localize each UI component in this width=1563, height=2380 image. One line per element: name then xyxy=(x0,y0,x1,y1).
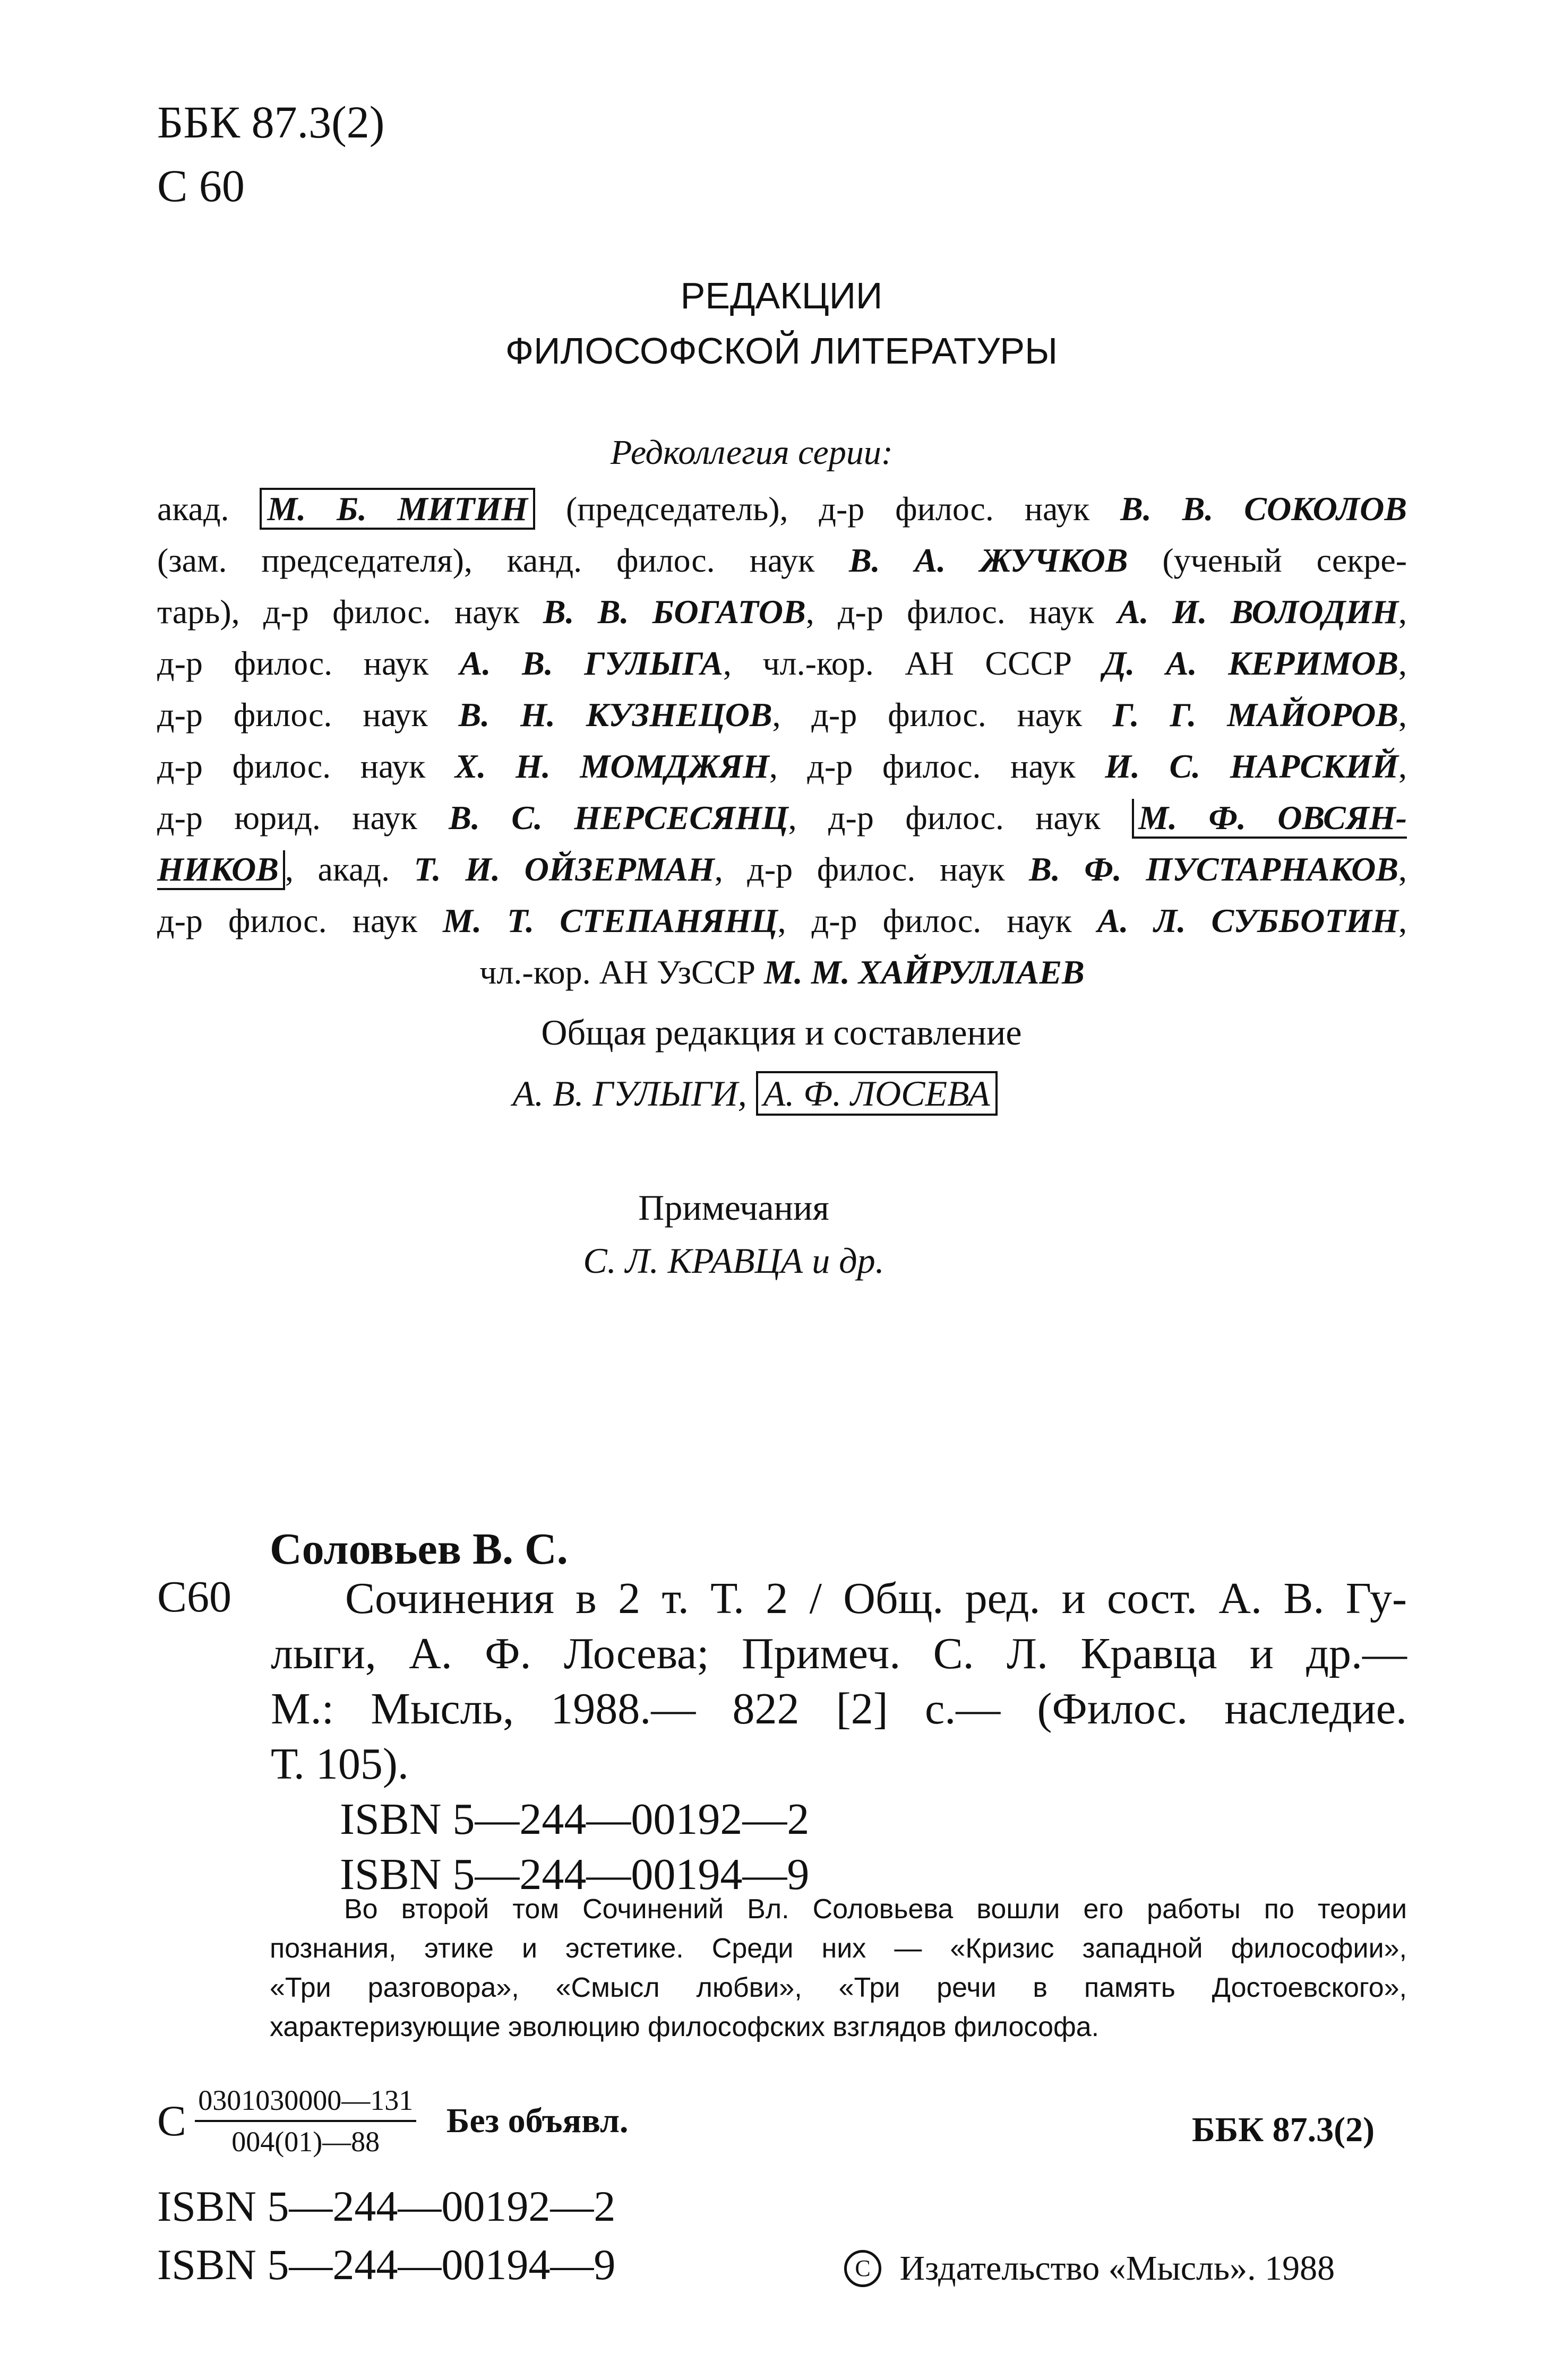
board-line: д-р филос. наук В. Н. КУЗНЕЦОВ, д-р филос. наук Г. Г. МАЙОРОВ, xyxy=(157,696,1407,734)
abstract-line: познания, этике и эстетике. Среди них — «Кризис западной философии», xyxy=(270,1933,1407,1964)
board-line: д-р филос. наук М. Т. СТЕПАНЯНЦ, д-р филос. наук А. Л. СУББОТИН, xyxy=(157,902,1407,939)
notes-names: С. Л. КРАВЦА и др. xyxy=(583,1240,884,1281)
isbn-bottom: ISBN 5—244—00194—9 xyxy=(157,2240,616,2289)
deceased-name-box: М. Ф. ОВСЯН- xyxy=(1132,799,1407,839)
board-line: чл.-кор. АН УзССР М. М. ХАЙРУЛЛАЕВ xyxy=(479,953,1085,991)
general-editing-names: А. В. ГУЛЫГИ, А. Ф. ЛОСЕВА xyxy=(0,1067,1536,1120)
abstract-line: характеризующие эволюцию философских взглядов философа. xyxy=(270,2012,1100,2042)
notes-label: Примечания xyxy=(638,1187,829,1228)
index-fraction: $\frac{0301030000—131}{004(01)—88}$ xyxy=(195,2081,416,2161)
section-heading xyxy=(0,268,1563,378)
catalog-isbn: ISBN 5—244—00194—9 xyxy=(340,1850,810,1899)
board-title: Редколлегия серии: xyxy=(611,433,893,472)
isbn-bottom: ISBN 5—244—00192—2 xyxy=(157,2182,616,2230)
board-line: д-р филос. наук А. В. ГУЛЫГА, чл.-кор. АН СССР Д. А. КЕРИМОВ, xyxy=(157,644,1407,682)
copyright-line: C Издательство «Мысль». 1988 xyxy=(844,2245,1335,2289)
board-line: тарь), д-р филос. наук В. В. БОГАТОВ, д-р филос. наук А. И. ВОЛОДИН, xyxy=(157,593,1407,631)
abstract-line: «Три разговора», «Смысл любви», «Три речи в память Достоевского», xyxy=(270,1972,1407,2003)
price-code: С $\frac{0301030000—131}{004(01)—88}$ Без объявл. xyxy=(157,2081,629,2161)
abstract xyxy=(270,1890,1407,2047)
catalog-author: Соловьев В. С. xyxy=(270,1524,568,1574)
no-announce: Без объявл. xyxy=(446,2101,629,2140)
board-line: д-р филос. наук Х. Н. МОМДЖЯН, д-р филос. наук И. С. НАРСКИЙ, xyxy=(157,747,1407,785)
catalog-entry xyxy=(271,1571,1407,1902)
board-line: НИКОВ , акад. Т. И. ОЙЗЕРМАН, д-р филос. наук В. Ф. ПУСТАРНАКОВ, xyxy=(157,843,1407,895)
editorial-board xyxy=(157,483,1407,998)
board-line: акад. М. Б. МИТИН (председатель), д-р филос. наук В. В. СОКОЛОВ xyxy=(157,483,1407,534)
section-heading-line2: ФИЛОСОФСКОЙ ЛИТЕРАТУРЫ xyxy=(505,330,1058,372)
catalog-code: С60 xyxy=(157,1572,232,1622)
catalog-isbn: ISBN 5—244—00192—2 xyxy=(340,1795,810,1844)
classification-codes xyxy=(157,90,384,218)
author-mark-top: С 60 xyxy=(157,160,245,211)
board-line: д-р юрид. наук В. С. НЕРСЕСЯНЦ, д-р филос. наук М. Ф. ОВСЯН- xyxy=(157,792,1407,843)
catalog-line: Сочинения в 2 т. Т. 2 / Общ. ред. и сост. А. В. Гу- xyxy=(345,1574,1407,1623)
abstract-line: Во второй том Сочинений Вл. Соловьева вошли его работы по теории xyxy=(344,1894,1407,1925)
catalog-line: М.: Мысль, 1988.— 822 [2] с.— (Филос. наследие. xyxy=(271,1684,1407,1734)
board-line: (зам. председателя), канд. филос. наук В. А. ЖУЧКОВ (ученый секре- xyxy=(157,541,1407,579)
general-editing-label: Общая редакция и составление xyxy=(541,1012,1022,1053)
deceased-name-box: НИКОВ xyxy=(157,850,285,890)
bbk-code-top: ББК 87.3(2) xyxy=(157,97,385,148)
section-heading-line1: РЕДАКЦИИ xyxy=(680,275,883,316)
deceased-name-box: М. Б. МИТИН xyxy=(260,488,535,530)
catalog-line: лыги, А. Ф. Лосева; Примеч. С. Л. Кравца и др.— xyxy=(271,1629,1407,1678)
deceased-name-box: А. Ф. ЛОСЕВА xyxy=(756,1071,998,1116)
catalog-line: Т. 105). xyxy=(271,1739,409,1789)
copyright-icon: C xyxy=(844,2250,881,2287)
bbk-code-bottom: ББК 87.3(2) xyxy=(1192,2110,1375,2149)
